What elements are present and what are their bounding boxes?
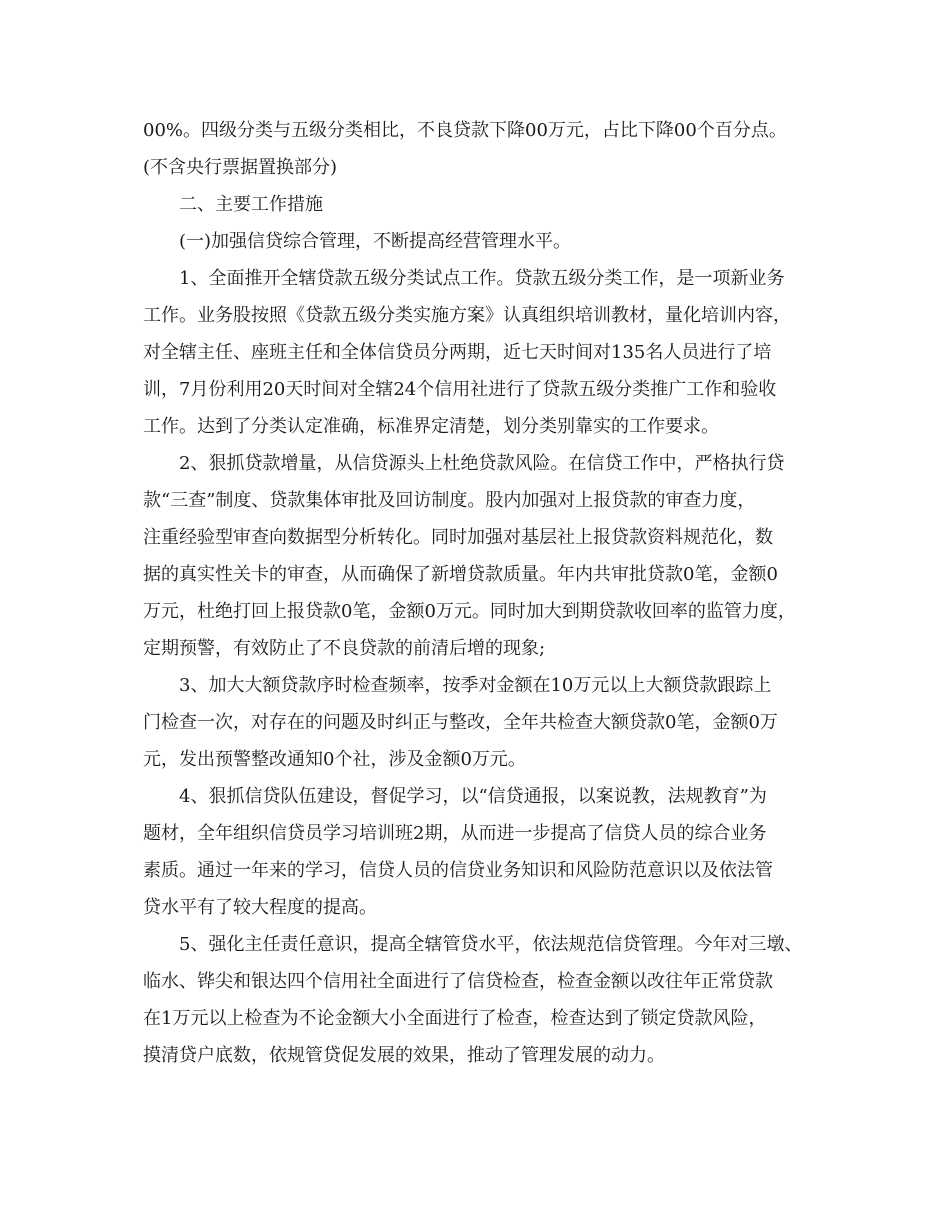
text-line: 款“三查”制度、贷款集体审批及回访制度。股内加强对上报贷款的审查力度， <box>143 490 756 511</box>
text-line: 据的真实性关卡的审查，从而确保了新增贷款质量。年内共审批贷款0笔，金额0 <box>143 564 778 585</box>
text-line: 元，发出预警整改通知0个社，涉及金额0万元。 <box>143 749 526 770</box>
text-line: 注重经验型审查向数据型分析转化。同时加强对基层社上报贷款资料规范化，数 <box>143 527 773 548</box>
subsection-heading: (一)加强信贷综合管理，不断提高经营管理水平。 <box>179 231 572 252</box>
text-line: 训，7月份利用20天时间对全辖24个信用社进行了贷款五级分类推广工作和验收 <box>143 379 777 400</box>
text-line: (不含央行票据置换部分) <box>143 157 338 178</box>
text-line: 临水、铧尖和银达四个信用社全面进行了信贷检查，检查金额以改往年正常贷款 <box>143 971 773 992</box>
text-line: 2、狠抓贷款增量，从信贷源头上杜绝贷款风险。在信贷工作中，严格执行贷 <box>179 453 785 474</box>
section-heading: 二、主要工作措施 <box>179 194 323 215</box>
text-line: 5、强化主任责任意识，提高全辖管贷水平，依法规范信贷管理。今年对三墩、 <box>179 934 803 955</box>
text-line: 素质。通过一年来的学习，信贷人员的信贷业务知识和风险防范意识以及依法管 <box>143 860 773 881</box>
text-line: 题材，全年组织信贷员学习培训班2期，从而进一步提高了信贷人员的综合业务 <box>143 823 767 844</box>
text-line: 00%。四级分类与五级分类相比，不良贷款下降00万元，占比下降00个百分点。 <box>143 120 787 141</box>
text-line: 对全辖主任、座班主任和全体信贷员分两期，近七天时间对135名人员进行了培 <box>143 342 772 363</box>
text-line: 4、狠抓信贷队伍建设，督促学习，以“信贷通报，以案说教，法规教育”为 <box>179 786 767 807</box>
text-line: 在1万元以上检查为不论金额大小全面进行了检查，检查达到了锁定贷款风险， <box>143 1008 767 1029</box>
text-line: 1、全面推开全辖贷款五级分类试点工作。贷款五级分类工作，是一项新业务 <box>179 268 785 289</box>
text-line: 定期预警，有效防止了不良贷款的前清后增的现象; <box>143 638 546 659</box>
text-line: 万元，杜绝打回上报贷款0笔，金额0万元。同时加大到期贷款收回率的监管力度， <box>143 601 796 622</box>
text-line: 工作。达到了分类认定准确，标准界定清楚，划分类别靠实的工作要求。 <box>143 416 719 437</box>
text-line: 贷水平有了较大程度的提高。 <box>143 897 377 918</box>
text-line: 3、加大大额贷款序时检查频率，按季对金额在10万元以上大额贷款跟踪上 <box>179 675 772 696</box>
text-line: 门检查一次，对存在的问题及时纠正与整改，全年共检查大额贷款0笔，金额0万 <box>143 712 778 733</box>
text-line: 工作。业务股按照《贷款五级分类实施方案》认真组织培训教材，量化培训内容， <box>143 305 791 326</box>
text-line: 摸清贷户底数，依规管贷促发展的效果，推动了管理发展的动力。 <box>143 1045 665 1066</box>
